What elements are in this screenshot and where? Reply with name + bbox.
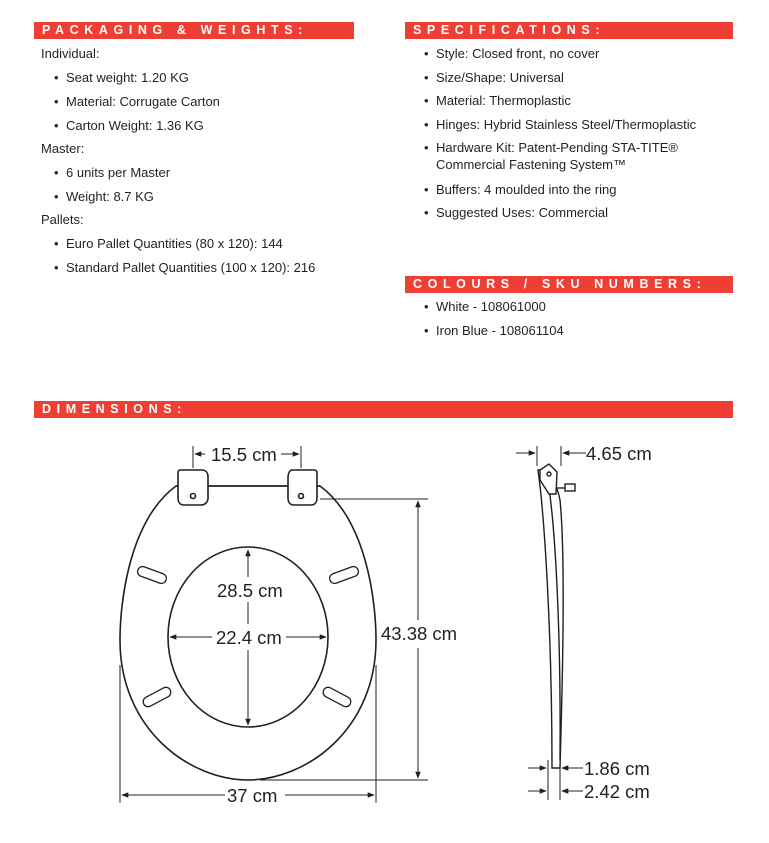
list-item: • Suggested Uses: Commercial — [436, 205, 608, 220]
list-item: • Weight: 8.7 KG — [66, 189, 154, 204]
seat-side-view — [538, 464, 575, 768]
hinge-depth-label: 4.65 cm — [586, 443, 652, 464]
list-item: • Material: Thermoplastic — [436, 93, 571, 108]
list-item: • Hinges: Hybrid Stainless Steel/Thermoplastic — [436, 117, 696, 132]
dimensions-heading: DIMENSIONS: — [34, 401, 733, 418]
opening-width-label: 22.4 cm — [216, 627, 282, 648]
list-item-continuation: Commercial Fastening System™ — [436, 157, 626, 172]
opening-length-label: 28.5 cm — [217, 580, 283, 601]
master-label: Master: — [41, 141, 85, 156]
front-thickness-label: 1.86 cm — [584, 758, 650, 779]
seat-front-view — [120, 470, 376, 780]
individual-label: Individual: — [41, 46, 100, 61]
specifications-heading: SPECIFICATIONS: — [405, 22, 733, 39]
overall-width-label: 37 cm — [227, 785, 278, 806]
hinge-spacing-label: 15.5 cm — [211, 444, 277, 465]
list-item: • Material: Corrugate Carton — [66, 94, 220, 109]
side-hinge — [540, 464, 557, 494]
side-thickness-label: 2.42 cm — [584, 781, 650, 802]
list-item: • White - 108061000 — [436, 299, 546, 314]
overall-length-label: 43.38 cm — [381, 623, 458, 644]
list-item: • Buffers: 4 moulded into the ring — [436, 182, 616, 197]
list-item: • Carton Weight: 1.36 KG — [66, 118, 204, 133]
list-item: • 6 units per Master — [66, 165, 170, 180]
list-item: • Seat weight: 1.20 KG — [66, 70, 189, 85]
list-item: • Hardware Kit: Patent-Pending STA-TITE® — [436, 140, 678, 155]
side-bolt — [565, 484, 575, 491]
list-item: • Size/Shape: Universal — [436, 70, 564, 85]
colours-heading: COLOURS / SKU NUMBERS: — [405, 276, 733, 293]
right-hinge — [288, 470, 317, 505]
pallets-label: Pallets: — [41, 212, 84, 227]
packaging-heading: PACKAGING & WEIGHTS: — [34, 22, 354, 39]
list-item: • Euro Pallet Quantities (80 x 120): 144 — [66, 236, 283, 251]
list-item: • Style: Closed front, no cover — [436, 46, 599, 61]
list-item: • Standard Pallet Quantities (100 x 120): 216 — [66, 260, 315, 275]
list-item: • Iron Blue - 108061104 — [436, 323, 564, 338]
left-hinge — [178, 470, 208, 505]
